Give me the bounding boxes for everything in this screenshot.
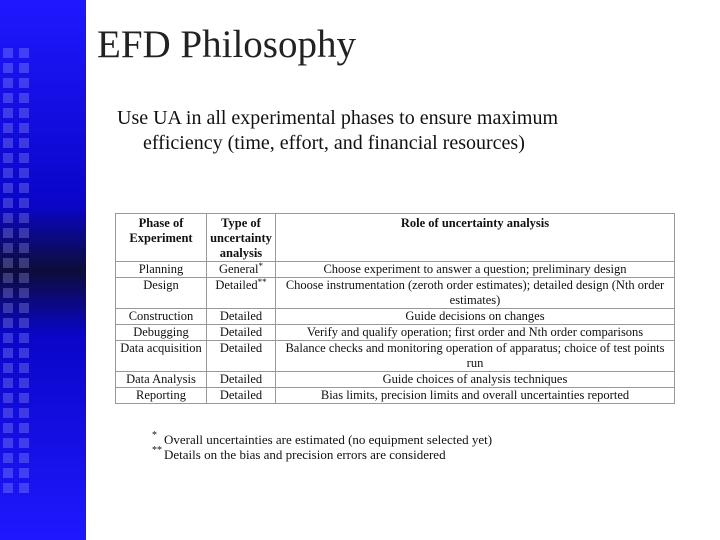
table-row	[116, 372, 675, 388]
decor-square	[3, 108, 13, 118]
decor-square	[3, 333, 13, 343]
table-row	[116, 341, 675, 372]
cell-role: Verify and qualify operation; first order and Nth order comparisons	[276, 325, 675, 341]
decor-square	[19, 93, 29, 103]
footnote-text: Overall uncertainties are estimated (no equipment selected yet)	[164, 432, 493, 447]
bullet-line-1: Use UA in all experimental phases to ensure maximum	[117, 107, 559, 129]
footnote-mark: **	[257, 277, 267, 287]
cell-type-text: Detailed	[219, 309, 263, 323]
decor-square	[19, 183, 29, 193]
decor-square	[3, 483, 13, 493]
decor-square	[19, 333, 29, 343]
cell-type-text: Detailed	[215, 278, 258, 292]
square-pattern-right	[19, 48, 33, 498]
cell-phase: Construction	[116, 309, 207, 325]
cell-type	[207, 278, 276, 309]
decor-square	[19, 423, 29, 433]
decor-square	[3, 48, 13, 58]
decor-square	[19, 198, 29, 208]
decor-square	[19, 318, 29, 328]
decor-square	[19, 48, 29, 58]
cell-role: Choose instrumentation (zeroth order estimates); detailed design (Nth order estimates)	[276, 278, 675, 309]
uncertainty-analysis-table	[115, 213, 675, 404]
decor-square	[3, 258, 13, 268]
decor-square	[3, 123, 13, 133]
decor-square	[19, 168, 29, 178]
decor-square	[3, 168, 13, 178]
table-row	[116, 278, 675, 309]
decor-square	[3, 453, 13, 463]
decor-square	[19, 213, 29, 223]
decor-square	[19, 348, 29, 358]
footnote-marker: **	[152, 445, 162, 456]
table-header-row	[116, 214, 675, 262]
cell-phase: Reporting	[116, 388, 207, 404]
decor-square	[3, 303, 13, 313]
decor-square	[3, 183, 13, 193]
table-row	[116, 325, 675, 341]
decor-square	[19, 438, 29, 448]
decor-square	[3, 153, 13, 163]
decor-square	[3, 423, 13, 433]
decor-square	[19, 468, 29, 478]
decor-square	[3, 93, 13, 103]
decor-square	[19, 108, 29, 118]
decor-square	[3, 363, 13, 373]
decor-square	[19, 138, 29, 148]
header-phase: Phase of Experiment	[116, 214, 207, 262]
cell-role: Choose experiment to answer a question; preliminary design	[276, 262, 675, 278]
decor-square	[3, 438, 13, 448]
cell-role: Bias limits, precision limits and overall uncertainties reported	[276, 388, 675, 404]
table-body	[116, 262, 675, 404]
decor-square	[3, 78, 13, 88]
bullet-line-2: efficiency (time, effort, and financial resources)	[143, 132, 525, 154]
decor-square	[19, 228, 29, 238]
decor-square	[3, 348, 13, 358]
decor-square	[19, 288, 29, 298]
square-pattern-left	[3, 48, 17, 498]
decor-square	[3, 273, 13, 283]
cell-phase: Data Analysis	[116, 372, 207, 388]
decor-square	[19, 453, 29, 463]
decor-square	[3, 198, 13, 208]
cell-phase: Data acquisition	[116, 341, 207, 372]
decor-square	[3, 318, 13, 328]
cell-role: Balance checks and monitoring operation of apparatus; choice of test points run	[276, 341, 675, 372]
decor-square	[19, 78, 29, 88]
decor-square	[19, 303, 29, 313]
cell-type	[207, 309, 276, 325]
decor-square	[19, 393, 29, 403]
decor-square	[19, 258, 29, 268]
decor-square	[3, 138, 13, 148]
decor-square	[3, 408, 13, 418]
decor-square	[3, 378, 13, 388]
header-type: Type of uncertainty analysis	[207, 214, 276, 262]
decor-square	[3, 63, 13, 73]
cell-type-text: Detailed	[219, 325, 263, 339]
decor-square	[3, 393, 13, 403]
decor-square	[3, 468, 13, 478]
cell-type-text: Detailed	[219, 341, 263, 355]
decor-square	[19, 408, 29, 418]
bullet-text	[117, 106, 697, 156]
decor-square	[19, 63, 29, 73]
header-role: Role of uncertainty analysis	[276, 214, 675, 262]
footnote	[152, 432, 492, 447]
footnotes	[152, 432, 492, 462]
cell-type-text: Detailed	[219, 388, 263, 402]
cell-type	[207, 372, 276, 388]
decor-square	[19, 363, 29, 373]
decor-square	[3, 243, 13, 253]
left-decorative-bar	[0, 0, 86, 540]
slide-title: EFD Philosophy	[97, 23, 356, 66]
decor-square	[3, 213, 13, 223]
footnote-text: Details on the bias and precision errors are considered	[164, 447, 446, 462]
footnote	[152, 447, 492, 462]
cell-type-text: Detailed	[219, 372, 263, 386]
decor-square	[19, 153, 29, 163]
cell-phase: Planning	[116, 262, 207, 278]
decor-square	[19, 243, 29, 253]
cell-type	[207, 341, 276, 372]
table-row	[116, 309, 675, 325]
cell-phase: Debugging	[116, 325, 207, 341]
table-row	[116, 262, 675, 278]
cell-type-text: General	[218, 262, 259, 276]
cell-phase: Design	[116, 278, 207, 309]
table-row	[116, 388, 675, 404]
cell-type	[207, 388, 276, 404]
cell-role: Guide decisions on changes	[276, 309, 675, 325]
footnote-mark: *	[258, 261, 264, 271]
decor-square	[19, 483, 29, 493]
cell-role: Guide choices of analysis techniques	[276, 372, 675, 388]
decor-square	[3, 228, 13, 238]
cell-type	[207, 262, 276, 278]
decor-square	[19, 123, 29, 133]
cell-type	[207, 325, 276, 341]
decor-square	[19, 378, 29, 388]
footnote-marker: *	[152, 430, 157, 441]
decor-square	[19, 273, 29, 283]
decor-square	[3, 288, 13, 298]
